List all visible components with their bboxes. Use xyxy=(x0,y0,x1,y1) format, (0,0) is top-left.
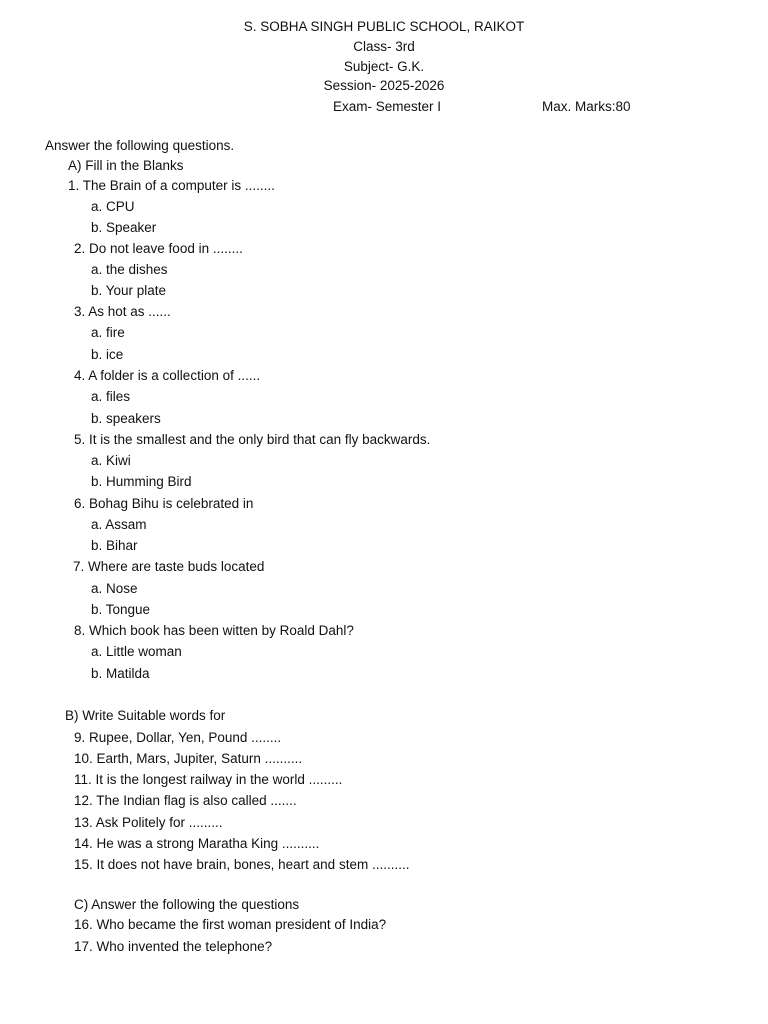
question-text: 5. It is the smallest and the only bird that can fly backwards. xyxy=(74,432,431,447)
question-text: 3. As hot as ...... xyxy=(74,304,171,319)
instruction-text: Answer the following questions. xyxy=(45,138,235,153)
question-text: 1. The Brain of a computer is ........ xyxy=(68,178,275,193)
list-item: 15. It does not have brain, bones, heart and stem .......... xyxy=(74,857,410,872)
question-text: 7. Where are taste buds located xyxy=(73,559,265,574)
question-text: 2. Do not leave food in ........ xyxy=(74,241,243,256)
exam-label: Exam- Semester I xyxy=(333,99,442,114)
option-b: b. ice xyxy=(91,347,124,362)
option-b: b. speakers xyxy=(91,411,161,426)
list-item: 10. Earth, Mars, Jupiter, Saturn .......... xyxy=(74,751,303,766)
section-a-title: A) Fill in the Blanks xyxy=(68,158,184,173)
option-b: b. Speaker xyxy=(91,220,157,235)
option-b: b. Tongue xyxy=(91,602,151,617)
list-item: 13. Ask Politely for ......... xyxy=(74,815,223,830)
school-name: S. SOBHA SINGH PUBLIC SCHOOL, RAIKOT xyxy=(243,19,525,34)
section-b-title: B) Write Suitable words for xyxy=(65,708,226,723)
option-b: b. Bihar xyxy=(91,538,138,553)
option-a: a. CPU xyxy=(91,199,135,214)
option-a: a. the dishes xyxy=(91,262,168,277)
option-a: a. Kiwi xyxy=(91,453,131,468)
option-a: a. fire xyxy=(91,325,125,340)
list-item: 12. The Indian flag is also called ....... xyxy=(74,793,297,808)
class-label: Class- 3rd xyxy=(353,39,415,54)
section-c-title: C) Answer the following the questions xyxy=(74,897,300,912)
option-a: a. Nose xyxy=(91,581,138,596)
option-b: b. Humming Bird xyxy=(91,474,192,489)
option-b: b. Your plate xyxy=(91,283,167,298)
question-text: 8. Which book has been witten by Roald Dahl? xyxy=(74,623,354,638)
list-item: 17. Who invented the telephone? xyxy=(74,939,273,954)
question-text: 6. Bohag Bihu is celebrated in xyxy=(74,496,254,511)
list-item: 16. Who became the first woman president of India? xyxy=(74,917,387,932)
list-item: 9. Rupee, Dollar, Yen, Pound ........ xyxy=(74,730,282,745)
option-b: b. Matilda xyxy=(91,666,150,681)
max-marks-label: Max. Marks:80 xyxy=(542,99,631,114)
option-a: a. Little woman xyxy=(91,644,182,659)
option-a: a. files xyxy=(91,389,131,404)
option-a: a. Assam xyxy=(91,517,147,532)
subject-label: Subject- G.K. xyxy=(343,59,425,74)
list-item: 14. He was a strong Maratha King .......... xyxy=(74,836,320,851)
session-label: Session- 2025-2026 xyxy=(323,78,445,93)
question-text: 4. A folder is a collection of ...... xyxy=(74,368,261,383)
list-item: 11. It is the longest railway in the world ......... xyxy=(74,772,343,787)
